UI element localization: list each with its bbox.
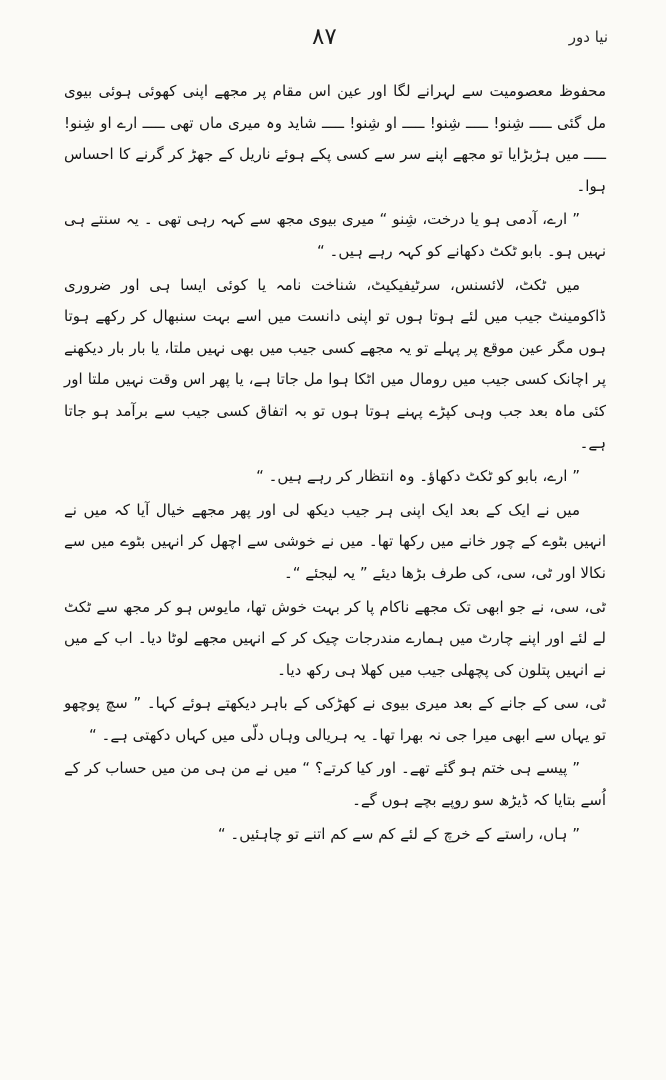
paragraph-1: محفوظ معصومیت سے لہرانے لگا اور عین اس مقام پر مجھے اپنی کھوئی ہوئی بیوی مل گئی ـــــ شِنو! ـــــ شِنو! ـــــ او شِنو! ـــــ شاید وہ میری ماں تھی ـــــ ارے او شِنو! ـــــ میں ہڑبڑایا تو مجھے اپنے سر سے کسی پکے ہوئے ناریل کے جھڑ کر گرنے کا احساس ہوا۔	[64, 82, 606, 195]
paragraph-3: میں ٹکٹ، لائسنس، سرٹیفیکیٹ، شناخت نامہ یا کوئی ایسا ہی اور ضروری ڈاکومینٹ جیب میں لئے ہوتا ہوں تو اپنی دانست میں اسے بہت سنبھال کر رکھے ہوتا ہوں مگر عین موقع پر پہلے تو یہ مجھے کسی جیب میں بھی نہیں ملتا، یا بار بار دیکھنے پر اچانک کسی جیب میں رومال میں اٹکا ہوا مل جاتا ہے، یا پھر اس وقت نہیں ملتا اور کئی ماہ بعد جب وہی کپڑے پہنے ہوتا ہوں تو بہ اتفاق کسی جیب سے برآمد ہو جاتا ہے۔	[64, 275, 606, 452]
paragraph-9: ” ہاں، راستے کے خرچ کے لئے کم سے کم اتنے تو چاہئیں۔ “	[217, 824, 580, 843]
paragraph-2: ” ارے، آدمی ہو یا درخت، شِنو “ میری بیوی مجھ سے کہہ رہی تھی ۔ یہ سنتے ہی نہیں ہو۔ بابو ٹکٹ دکھانے کو کہہ رہے ہیں۔ “	[64, 210, 606, 260]
paragraph-5: میں نے ایک کے بعد ایک اپنی ہر جیب دیکھ لی اور پھر مجھے خیال آیا کہ میں نے انہیں بٹوے کے چور خانے میں رکھا تھا۔ میں نے خوشی سے اچھل کر انہیں بٹوے میں سے نکالا اور ٹی، سی، کی طرف بڑھا دیئے ” یہ لیجئے “۔	[64, 500, 606, 582]
page-body	[64, 76, 606, 850]
running-head: نیا دور	[568, 28, 608, 46]
paragraph-4: ” ارے، بابو کو ٹکٹ دکھاؤ۔ وہ انتظار کر رہے ہیں۔ “	[256, 467, 580, 486]
paragraph-8: ” پیسے ہی ختم ہو گئے تھے۔ اور کیا کرتے؟ “ میں نے من ہی من میں حساب کر کے اُسے بتایا کہ ڈیڑھ سو روپے بچے ہوں گے۔	[64, 759, 606, 810]
paragraph-7: ٹی، سی کے جانے کے بعد میری بیوی نے کھڑکی کے باہر دیکھتے ہوئے کہا۔ ” سچ پوچھو تو یہاں سے ابھی میرا جی نہ بھرا تھا۔ یہ ہریالی وہاں دلّی میں کہاں دکھتی ہے۔ “	[64, 694, 606, 744]
paragraph-6: ٹی، سی، نے جو ابھی تک مجھے ناکام پا کر بہت خوش تھا، مایوس ہو کر مجھ سے ٹکٹ لے لئے اور اپنے چارٹ میں ہمارے مندرجات چیک کر کے انہیں مجھے لوٹا دیا۔ اب کے میں نے انہیں پتلون کی پچھلی جیب میں کھلا ہی رکھ دیا۔	[64, 597, 606, 679]
page-number: ۸۷	[312, 24, 337, 50]
page-header	[0, 22, 666, 58]
